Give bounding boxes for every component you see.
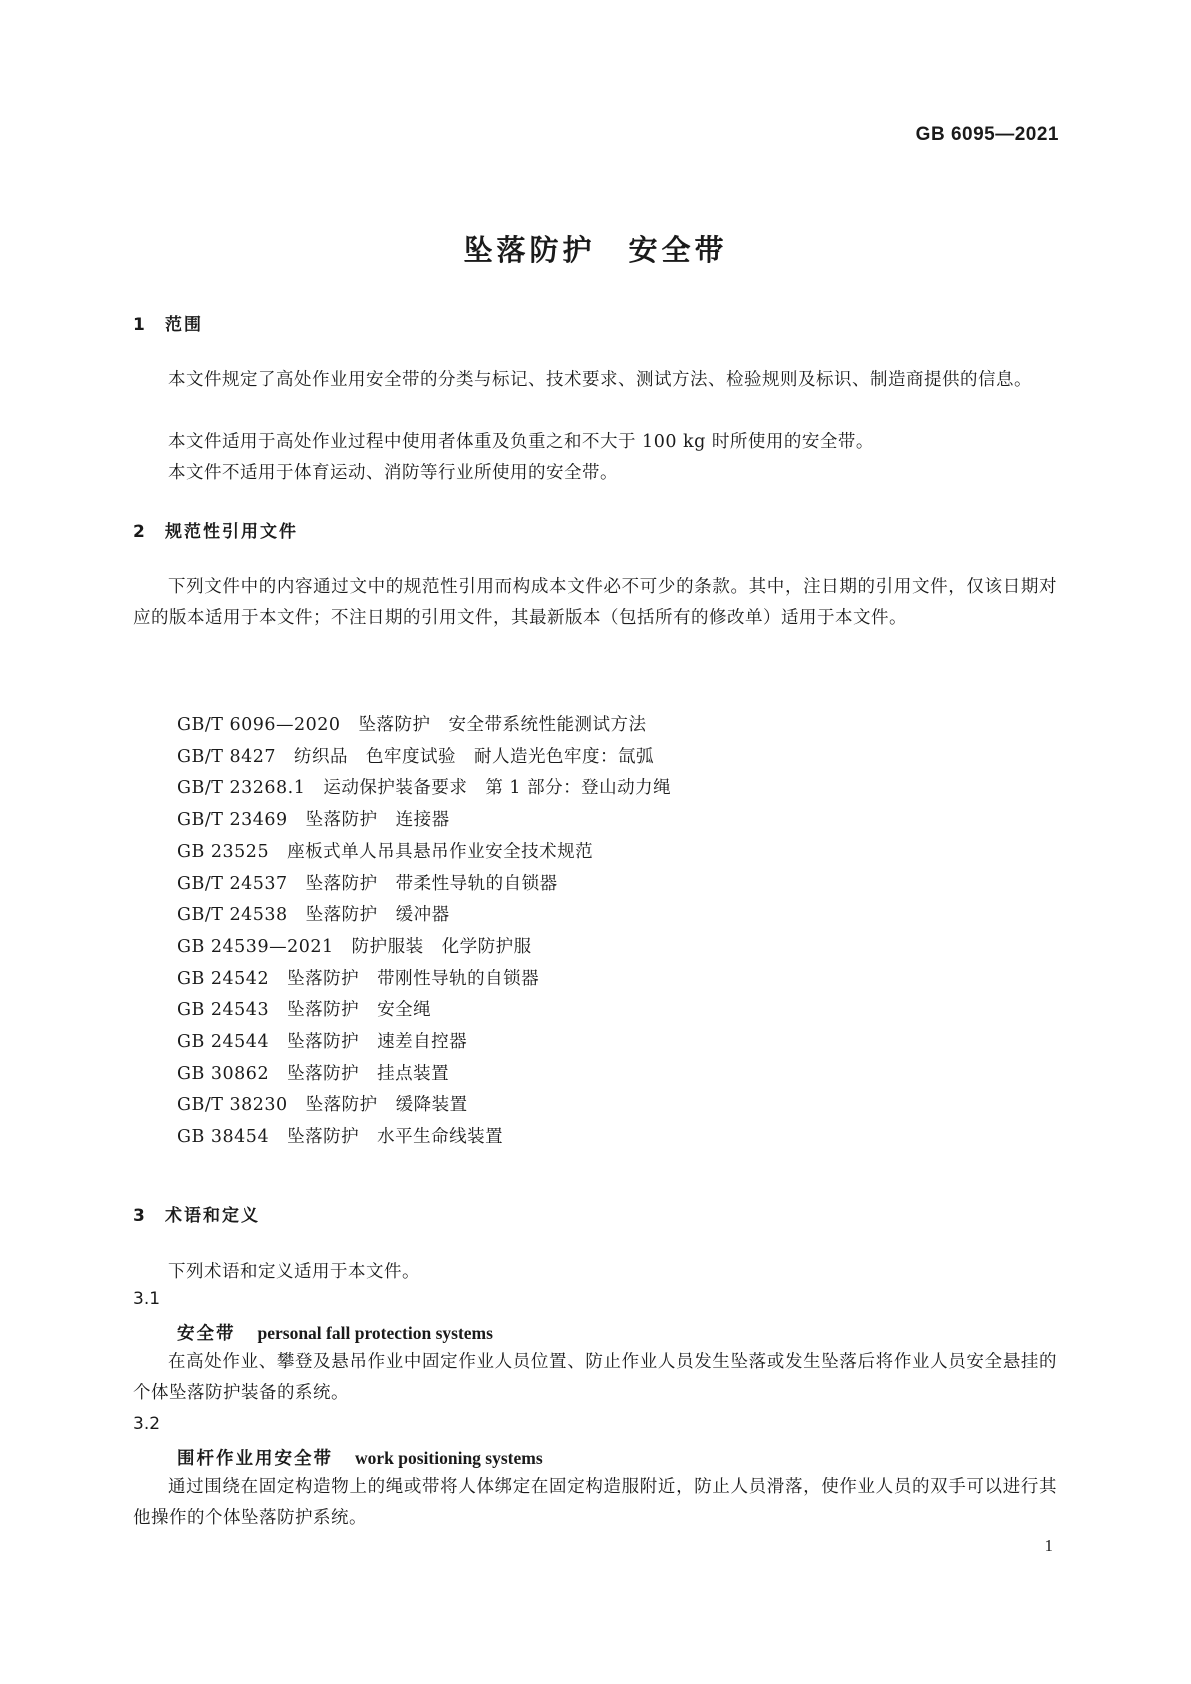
term-number: 3.2 (133, 1414, 161, 1434)
references-intro: 下列文件中的内容通过文中的规范性引用而构成本文件必不可少的条款。其中，注日期的引用文件，仅该日期对应的版本适用于本文件；不注日期的引用文件，其最新版本（包括所有的修改单）适用于本文件。 (133, 577, 1057, 628)
section-3-heading (133, 1201, 260, 1226)
section-title: 范围 (165, 315, 203, 335)
page-number: 1 (1044, 1536, 1053, 1555)
term-en: personal fall protection systems (257, 1323, 493, 1343)
section-number: 3 (133, 1206, 145, 1226)
reference-item: GB/T 24537 坠落防护 带柔性导轨的自锁器 (177, 873, 558, 894)
term-number: 3.1 (133, 1289, 161, 1309)
reference-item: GB 24544 坠落防护 速差自控器 (177, 1032, 468, 1053)
reference-item: GB 24543 坠落防护 安全绳 (177, 1000, 432, 1021)
term-entry (177, 1445, 543, 1470)
reference-list (177, 710, 671, 1154)
reference-item: GB 24542 坠落防护 带刚性导轨的自锁器 (177, 968, 540, 989)
reference-item: GB/T 38230 坠落防护 缓降装置 (177, 1095, 468, 1116)
scope-paragraph: 本文件不适用于体育运动、消防等行业所使用的安全带。 (168, 463, 618, 483)
reference-item: GB/T 6096—2020 坠落防护 安全带系统性能测试方法 (177, 715, 647, 735)
term-definition: 在高处作业、攀登及悬吊作业中固定作业人员位置、防止作业人员发生坠落或发生坠落后将作业人员安全悬挂的个体坠落防护装备的系统。 (133, 1352, 1057, 1403)
document-code: GB 6095—2021 (915, 124, 1059, 145)
scope-paragraph: 本文件规定了高处作业用安全带的分类与标记、技术要求、测试方法、检验规则及标识、制造商提供的信息。 (168, 370, 1032, 390)
term-zh: 安全带 (177, 1324, 236, 1344)
reference-item: GB 24539—2021 防护服装 化学防护服 (177, 936, 532, 957)
section-number: 1 (133, 315, 145, 335)
terms-intro: 下列术语和定义适用于本文件。 (168, 1262, 420, 1282)
section-2-heading (133, 517, 298, 542)
section-title: 规范性引用文件 (165, 522, 298, 542)
reference-item: GB/T 8427 纺织品 色牢度试验 耐人造光色牢度：氙弧 (177, 746, 655, 767)
reference-item: GB 38454 坠落防护 水平生命线装置 (177, 1127, 504, 1148)
term-definition: 通过围绕在固定构造物上的绳或带将人体绑定在固定构造服附近，防止人员滑落，使作业人员的双手可以进行其他操作的个体坠落防护系统。 (133, 1477, 1057, 1528)
section-1-heading (133, 310, 203, 335)
reference-item: GB/T 24538 坠落防护 缓冲器 (177, 905, 450, 926)
term-entry (177, 1320, 493, 1345)
scope-paragraph: 本文件适用于高处作业过程中使用者体重及负重之和不大于 100 kg 时所使用的安全带。 (168, 432, 874, 452)
section-number: 2 (133, 522, 145, 542)
reference-item: GB/T 23268.1 运动保护装备要求 第 1 部分：登山动力绳 (177, 778, 672, 799)
reference-item: GB 23525 座板式单人吊具悬吊作业安全技术规范 (177, 841, 594, 862)
term-zh: 围杆作业用安全带 (177, 1449, 333, 1469)
reference-item: GB/T 23469 坠落防护 连接器 (177, 810, 450, 831)
section-title: 术语和定义 (165, 1206, 260, 1226)
document-title: 坠落防护 安全带 (463, 233, 728, 267)
reference-item: GB 30862 坠落防护 挂点装置 (177, 1063, 450, 1084)
term-en: work positioning systems (355, 1448, 543, 1468)
